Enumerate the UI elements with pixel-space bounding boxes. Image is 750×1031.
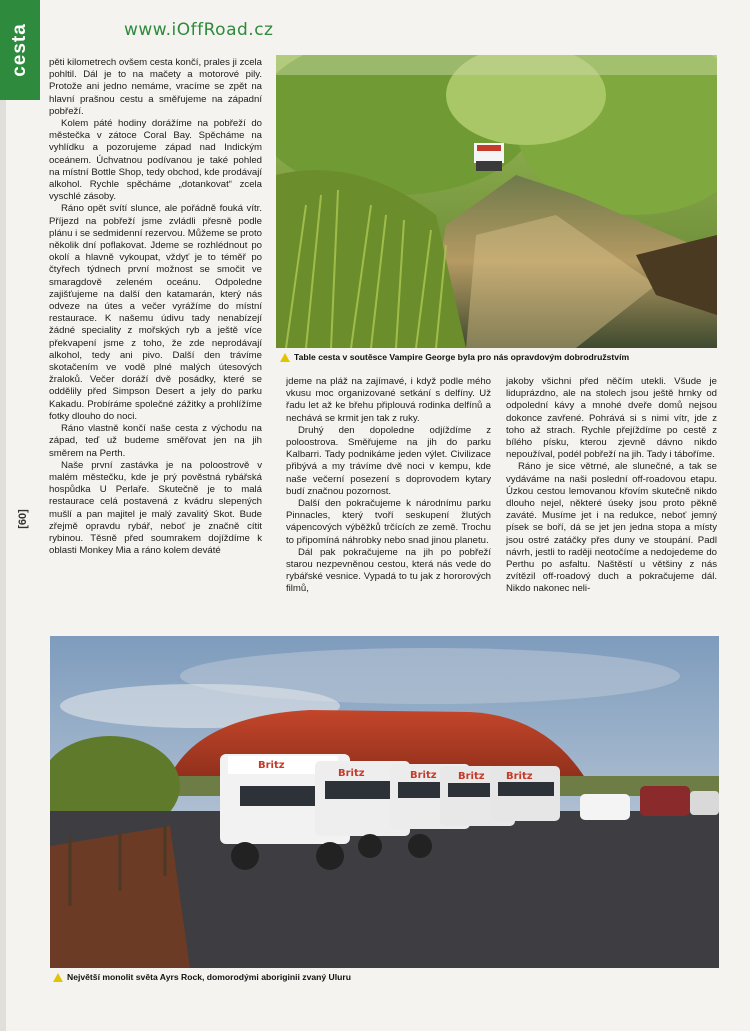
page-number: [60] — [16, 509, 29, 529]
caption-text: Table cesta v soutěsce Vampire George byla pro nás opravdovým dobrodružstvím — [294, 352, 630, 362]
paragraph: jdeme na pláž na zajímavé, i když podle mého vkusu moc organizované setkání s delfíny. Už řadu let až ke břehu připlouvá rodinka delfínů a nechává se krmit jen tak z ruky. — [286, 376, 491, 424]
caption-top-photo — [280, 352, 629, 362]
paragraph: Druhý den dopoledne odjíždíme z poloostrova. Směřujeme na jih do parku Kalbarri. Tady podnikáme jeden výlet. Civilizace přibývá a my trávíme dvě noci v kempu, kde naše večerní posezení s doprovodem kytary budí značnou pozornost. — [286, 424, 491, 497]
vehicle-brand-label: Britz — [410, 770, 437, 781]
paragraph: Kolem páté hodiny dorážíme na pobřeží do městečka v zátoce Coral Bay. Spěcháme na vyhlídku a pozorujeme západ nad Indickým oceánem. Úchvatnou podívanou je také pohled na místní Bottle Shop, tedy obchod, kde prodávají alkohol. Rychle spěcháme „dotankovat“ zcela vyschlé zásoby. — [49, 118, 262, 203]
vehicle-brand-label: Britz — [338, 768, 365, 779]
article-column-2 — [286, 376, 491, 624]
paragraph: Naše první zastávka je na poloostrově v malém městečku, kde je prý povĕstná rybářská hospůdka U Perlaře. Skutečně je to malá restaurace celá postavená z kvádru slepených mušlí a pan majitel je malý zavalitý Skot. Bude zřejmě opravdu rybář, neboť je značně cítit rybinou. Těsně před soumrakem dojíždíme k oblasti Monkey Mia a ráno kolem deváté — [49, 459, 262, 557]
paragraph: Dál pak pokračujeme na jih po pobřeží starou nezpevněnou cestou, která nás vede do rybářské vesnice. Vypadá to tu jak z hororových filmů, — [286, 546, 491, 595]
paragraph: Ráno je sice větrné, ale slunečné, a tak se vydáváme na naši poslední off-roadovou etapu. Úzkou cestou lemovanou křovím skutečně nikdo dlouho nejel, některé úseky jsou proto pěkně zaváté. Musíme jet i na redukce, neboť jemný písek se boří, dá se jet jen jedna stopa a místy jsou ostré zatáčky přes duny ve stoupání. Padl návrh, jestli to raději neotočíme a nedojedeme do Perthu po asfaltu. Naštěstí u většiny z nás zvítězil off-roadový duch a pokračujeme dál. Nikdo nakonec neli- — [506, 461, 717, 595]
paragraph: Další den pokračujeme k národnímu parku Pinnacles, který tvoří seskupení žlutých vápencových výběžků trčících ze země. Trochu to připomíná náhrobky nebo snad jinou planetu. — [286, 498, 491, 546]
section-tab-label: cesta — [9, 23, 31, 77]
site-url: www.iOffRoad.cz — [124, 20, 274, 40]
paragraph: Ráno vlastně končí naše cesta z východu na západ, teď už budeme směřovat jen na jih směrem na Perth. — [49, 423, 262, 459]
caption-marker-icon — [280, 353, 290, 362]
caption-marker-icon — [53, 973, 63, 982]
page-edge — [0, 0, 6, 1031]
vehicle-brand-label: Britz — [506, 771, 533, 782]
paragraph: jakoby všichni před něčím utekli. Všude je liduprázdno, ale na stolech jsou ještě hrnky od odpolední kávy a mnohé dveře domů nejsou dokonce zavřené. Pohrává si s nimi vítr, jde z toho až strach. Rychle přejíždíme po cestě z bílého písku, kterou zjevně dávno nikdo nepoužíval, podél pobřeží na jih. Tady i táboříme. — [506, 376, 717, 461]
article-column-3 — [506, 376, 717, 624]
section-tab — [0, 0, 40, 100]
article-column-1 — [49, 57, 262, 627]
paragraph: pěti kilometrech ovšem cesta končí, prales ji zcela pohltil. Dál je to na mačety a motorové pily. Protože ani jedno nemáme, vracíme se zpět na hlavní prašnou cestu a směřujeme na západní pobřeží. — [49, 57, 262, 117]
caption-bottom-photo — [53, 972, 351, 982]
vehicle-brand-label: Britz — [458, 771, 485, 782]
paragraph: Ráno opět svítí slunce, ale pořádně fouká vítr. Příjezd na pobřeží jsme zvládli přesně podle plánu i se sedmidenní rezervou. Můžeme se proto několik dní poflakovat. Jdeme se rozhlédnout po okolí a hlavně vykoupat, vždyť je to téměř po čtyřech týdnech první možnost se smočit ve smaragdově zeleném oceánu. Odpoledne zajišťujeme na další den katamarán, který nás odveze na útes a večer vyrážíme do místní restaurace. K našemu údivu tady nenabízejí žádné speciality z mořských ryb a ještě více překvapení jsme z toho, že zde neprodávají alkohol, tedy ani pivo. Další den trávíme skotačením ve vodě plné malých útesových žraloků. Večer doráží dvě posádky, které se oddělily před Simpson Desert a jely do parku Kakadu. Probíráme společné zážitky a prohlížíme fotky dlouho do noci. — [49, 203, 262, 422]
caption-text: Největší monolit světa Ayrs Rock, domorodými aboriginii zvaný Uluru — [67, 972, 351, 982]
vehicle-brand-label: Britz — [258, 760, 285, 771]
photo-uluru-vehicles — [50, 636, 719, 968]
photo-creek-crossing — [276, 55, 717, 348]
